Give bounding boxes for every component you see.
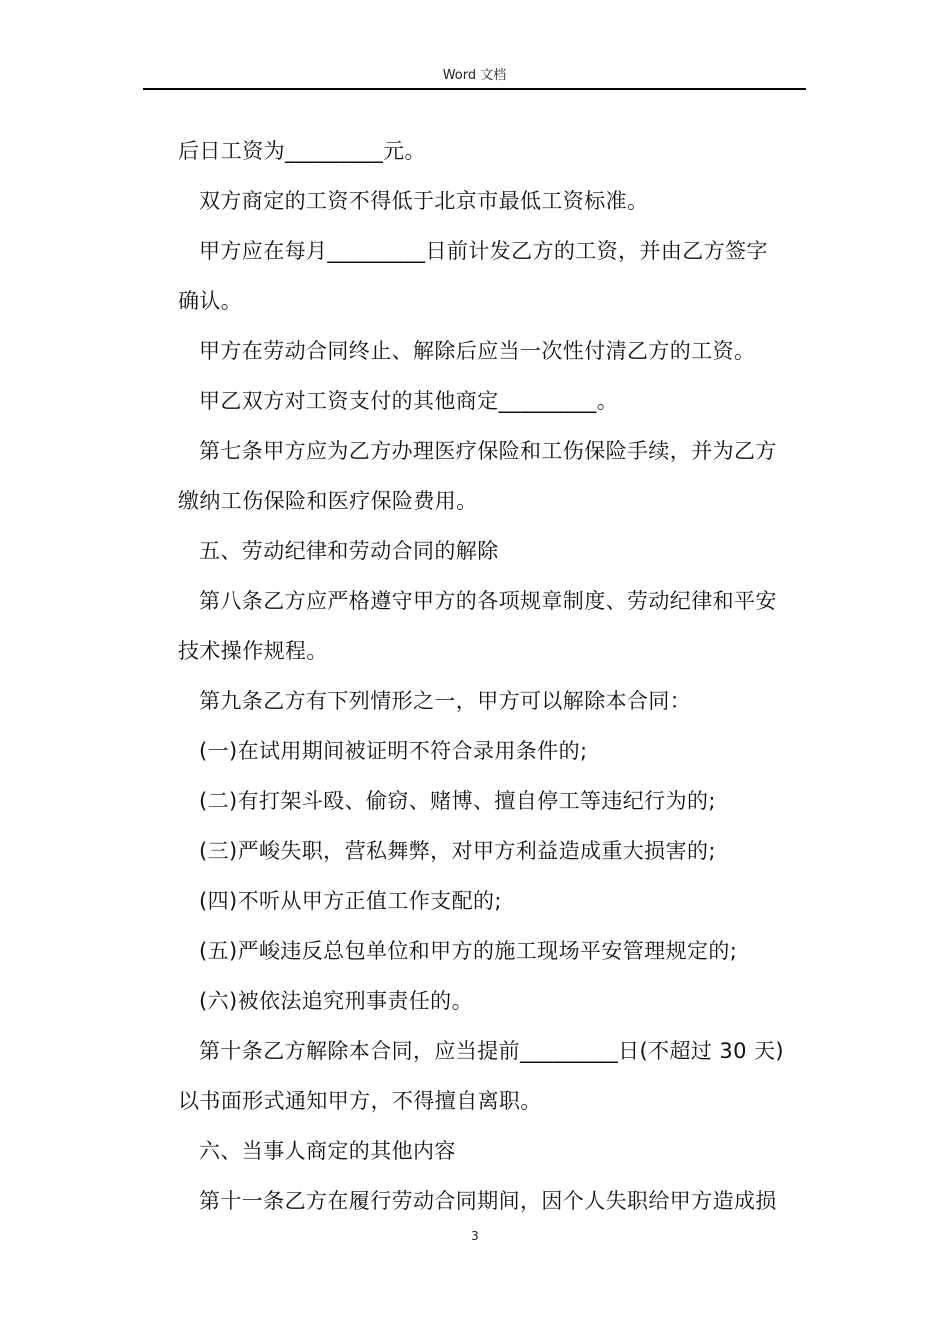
paragraph-line: 第十条乙方解除本合同，应当提前_________日(不超过 30 天) (199, 1039, 784, 1063)
paragraph-line: 技术操作规程。 (178, 639, 328, 663)
list-item: (五)严峻违反总包单位和甲方的施工现场平安管理规定的; (199, 939, 738, 963)
page-number: 3 (471, 1229, 479, 1243)
paragraph-line: 第七条甲方应为乙方办理医疗保险和工伤保险手续，并为乙方 (199, 439, 777, 463)
list-item: (一)在试用期间被证明不符合录用条件的; (199, 739, 588, 763)
paragraph-line: 甲方在劳动合同终止、解除后应当一次性付清乙方的工资。 (199, 339, 756, 363)
paragraph-line: 后日工资为_________元。 (178, 139, 426, 163)
paragraph-line: 第九条乙方有下列情形之一，甲方可以解除本合同： (199, 689, 692, 713)
list-item: (四)不听从甲方正值工作支配的; (199, 889, 502, 913)
paragraph-line: 第八条乙方应严格遵守甲方的各项规章制度、劳动纪律和平安 (199, 589, 777, 613)
list-item: (二)有打架斗殴、偷窃、赌博、擅自停工等违纪行为的; (199, 789, 716, 813)
paragraph-line: 双方商定的工资不得低于北京市最低工资标准。 (199, 189, 649, 213)
paragraph-line: 确认。 (178, 289, 243, 313)
page-header (143, 66, 806, 90)
section-heading: 五、劳动纪律和劳动合同的解除 (199, 539, 499, 563)
document-body (178, 126, 808, 1226)
paragraph-line: 第十一条乙方在履行劳动合同期间，因个人失职给甲方造成损 (199, 1189, 777, 1213)
paragraph-line: 缴纳工伤保险和医疗保险费用。 (178, 489, 478, 513)
paragraph-line: 甲方应在每月_________日前计发乙方的工资，并由乙方签字 (199, 239, 768, 263)
list-item: (六)被依法追究刑事责任的。 (199, 989, 473, 1013)
list-item: (三)严峻失职，营私舞弊，对甲方利益造成重大损害的; (199, 839, 716, 863)
paragraph-line: 以书面形式通知甲方，不得擅自离职。 (178, 1089, 542, 1113)
header-title: Word 文档 (442, 68, 507, 83)
paragraph-line: 甲乙双方对工资支付的其他商定_________。 (199, 389, 619, 413)
section-heading: 六、当事人商定的其他内容 (199, 1139, 456, 1163)
